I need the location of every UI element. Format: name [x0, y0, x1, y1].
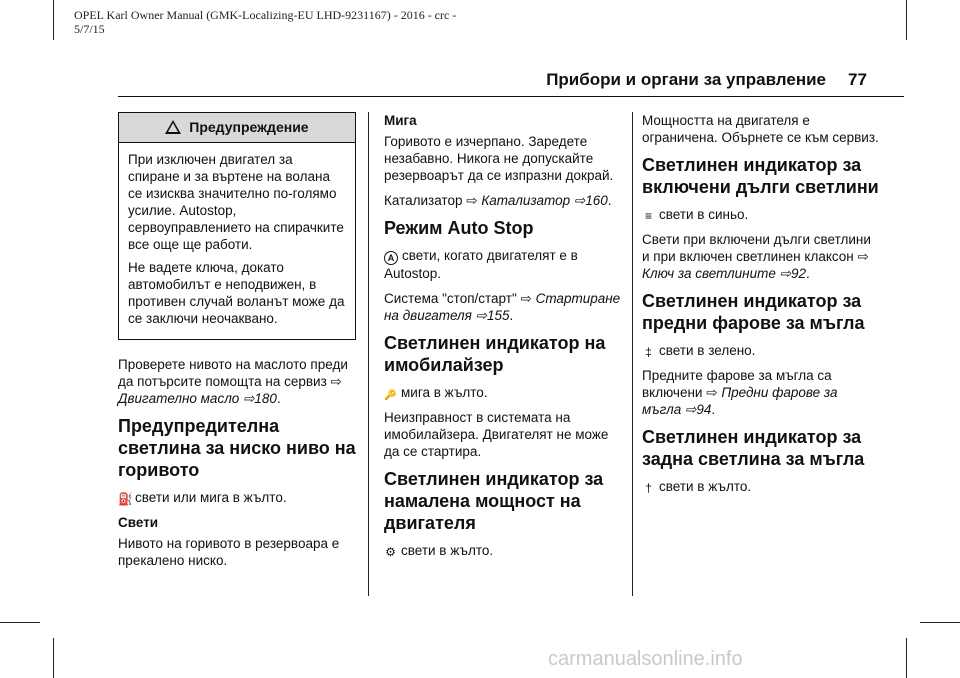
fog-text: Предните фарове за мъгла са включени [642, 368, 832, 400]
crop-mark-bottom-right [906, 638, 907, 678]
ref-light-switch-link[interactable]: Ключ за светлините [642, 266, 776, 281]
section-title: Прибори и органи за управление [546, 70, 826, 89]
ref-front-fog-link[interactable]: Предни фарове за мъгла [642, 385, 838, 417]
arrow-ref-icon: ⇨ [520, 291, 532, 306]
warning-body [119, 143, 355, 339]
ref-page-icon: ⇨ [475, 308, 487, 323]
column-1 [118, 112, 356, 577]
ref-engine-start-link[interactable]: Стартиране на двигателя [384, 291, 621, 323]
arrow-ref-icon: ⇨ [466, 193, 478, 208]
heading-autostop: Режим Auto Stop [384, 218, 534, 238]
ref-page-icon: ⇨ [685, 402, 697, 417]
heading-front-fog: Светлинен индикатор за предни фарове за мъгла [642, 291, 865, 333]
ref-page-icon: ⇨ [243, 391, 255, 406]
print-metadata [74, 8, 456, 36]
fuel-blink-text: Горивото е изчерпано. Заредете незабавно. Никога не допускайте резервоарът да се изпразни докрай. [384, 134, 614, 183]
heading-immobiliser: Светлинен индикатор на имобилайзер [384, 333, 606, 375]
heading-high-beam: Светлинен индикатор за включени дълги светлини [642, 155, 879, 197]
engine-power-icon [384, 545, 397, 559]
fuel-lit-text: Нивото на горивото в резервоара е прекалено ниско. [118, 536, 340, 568]
ref-page-icon: ⇨ [779, 266, 791, 281]
fog-paragraph: Предните фарове за мъгла са включени ⇨ Предни фарове за мъгла ⇨94. [642, 368, 838, 417]
crop-mark-top-right [906, 0, 907, 40]
heading-reduced-power: Светлинен индикатор за намалена мощност на двигателя [384, 469, 604, 533]
highbeam-indicator-text: свети в синьо. [659, 207, 749, 222]
rearfog-indicator-text: свети в жълто. [659, 479, 752, 494]
catalyst-paragraph: Катализатор ⇨ Катализатор ⇨160. [384, 193, 612, 208]
ref-engine-start-page[interactable]: 155 [486, 308, 510, 323]
fuel-indicator-line [118, 489, 356, 506]
subheading-lit: Свети [118, 515, 159, 530]
autostop-icon: A [384, 251, 398, 265]
header-rule [118, 96, 904, 97]
fuel-indicator-text: свети или мига в жълто. [135, 490, 287, 505]
autostop-indicator-text: свети, когато двигателят е в Autostop. [384, 248, 578, 281]
arrow-ref-icon: ⇨ [857, 249, 869, 264]
ref-catalyst-page[interactable]: 160 [585, 193, 608, 208]
crop-mark-top-left [53, 0, 54, 40]
ref-page-icon: ⇨ [573, 193, 586, 208]
column-divider-2 [632, 112, 633, 596]
fog-indicator-line [642, 342, 880, 359]
ref-catalyst-link[interactable]: Катализатор [481, 193, 571, 208]
oil-check-text: Проверете нивото на маслото преди да потърсите помощта на сервиз [118, 357, 348, 389]
heading-rear-fog: Светлинен индикатор за задна светлина за мъгла [642, 427, 865, 469]
ref-engine-oil-link[interactable]: Двигателно масло [118, 391, 240, 406]
crop-mark-left-h [0, 622, 40, 623]
immo-indicator-line [384, 384, 622, 401]
autostop-system-text: Система "стоп/старт" [384, 291, 517, 306]
watermark: carmanualsonline.info [548, 648, 743, 670]
column-2 [384, 112, 622, 567]
ref-front-fog-page[interactable]: 94 [696, 402, 712, 417]
reduced-power-text: Мощността на двигателя е ограничена. Обърнете се към сервиз. [642, 113, 879, 145]
immo-indicator-text: мига в жълто. [401, 385, 488, 400]
fog-indicator-text: свети в зелено. [659, 343, 756, 358]
arrow-ref-icon: ⇨ [706, 385, 718, 400]
power-indicator-text: свети в жълто. [401, 543, 494, 558]
front-fog-light-icon [642, 345, 655, 359]
ref-engine-oil-page[interactable]: 180 [254, 391, 277, 406]
fuel-pump-icon [118, 492, 131, 506]
crop-mark-bottom-left [53, 638, 54, 678]
oil-check-paragraph: Проверете нивото на маслото преди да потърсите помощта на сервиз ⇨ Двигателно масло ⇨180. [118, 357, 348, 406]
crop-mark-right-h [920, 622, 960, 623]
column-3 [642, 112, 880, 503]
ref-light-switch-page[interactable]: 92 [790, 266, 806, 281]
arrow-ref-icon: ⇨ [330, 374, 342, 389]
subheading-blinks: Мига [384, 113, 417, 128]
warning-title: Предупреждение [189, 119, 309, 135]
highbeam-paragraph: Свети при включени дълги светлини и при включен светлинен клаксон ⇨ Ключ за светлините ⇨92. [642, 232, 871, 281]
immobiliser-key-icon [384, 387, 397, 401]
rear-fog-light-icon [642, 481, 655, 495]
autostop-indicator-line [384, 247, 622, 282]
high-beam-icon [642, 209, 655, 223]
warning-box [118, 112, 356, 340]
warning-paragraph-1: При изключен двигател за спиране и за въртене на волана се изисква значително по-голямо усилие. Autostop, сервоуправлението на спирачките все още ще работи. [128, 152, 344, 252]
highbeam-text: Свети при включени дълги светлини и при включен светлинен клаксон [642, 232, 871, 264]
power-indicator-line [384, 542, 622, 559]
highbeam-indicator-line [642, 206, 880, 223]
warning-header [119, 113, 355, 143]
catalyst-label: Катализатор [384, 193, 463, 208]
immo-paragraph: Неизправност в системата на имобилайзера. Двигателят не може да се стартира. [384, 410, 609, 459]
warning-paragraph-2: Не вадете ключа, докато автомобилът е неподвижен, в противен случай воланът може да се заключи неочаквано. [128, 260, 345, 326]
print-metadata-line1: OPEL Karl Owner Manual (GMK-Localizing-EU LHD-9231167) - 2016 - crc - [74, 8, 457, 22]
rearfog-indicator-line [642, 478, 880, 495]
print-metadata-line2: 5/7/15 [74, 22, 105, 36]
heading-low-fuel: Предупредителна светлина за ниско ниво на горивото [118, 416, 356, 480]
column-divider-1 [368, 112, 369, 596]
page-number: 77 [848, 70, 867, 89]
autostop-paragraph: Система "стоп/старт" ⇨ Стартиране на двигателя ⇨155. [384, 291, 621, 323]
warning-triangle-icon [165, 120, 181, 134]
